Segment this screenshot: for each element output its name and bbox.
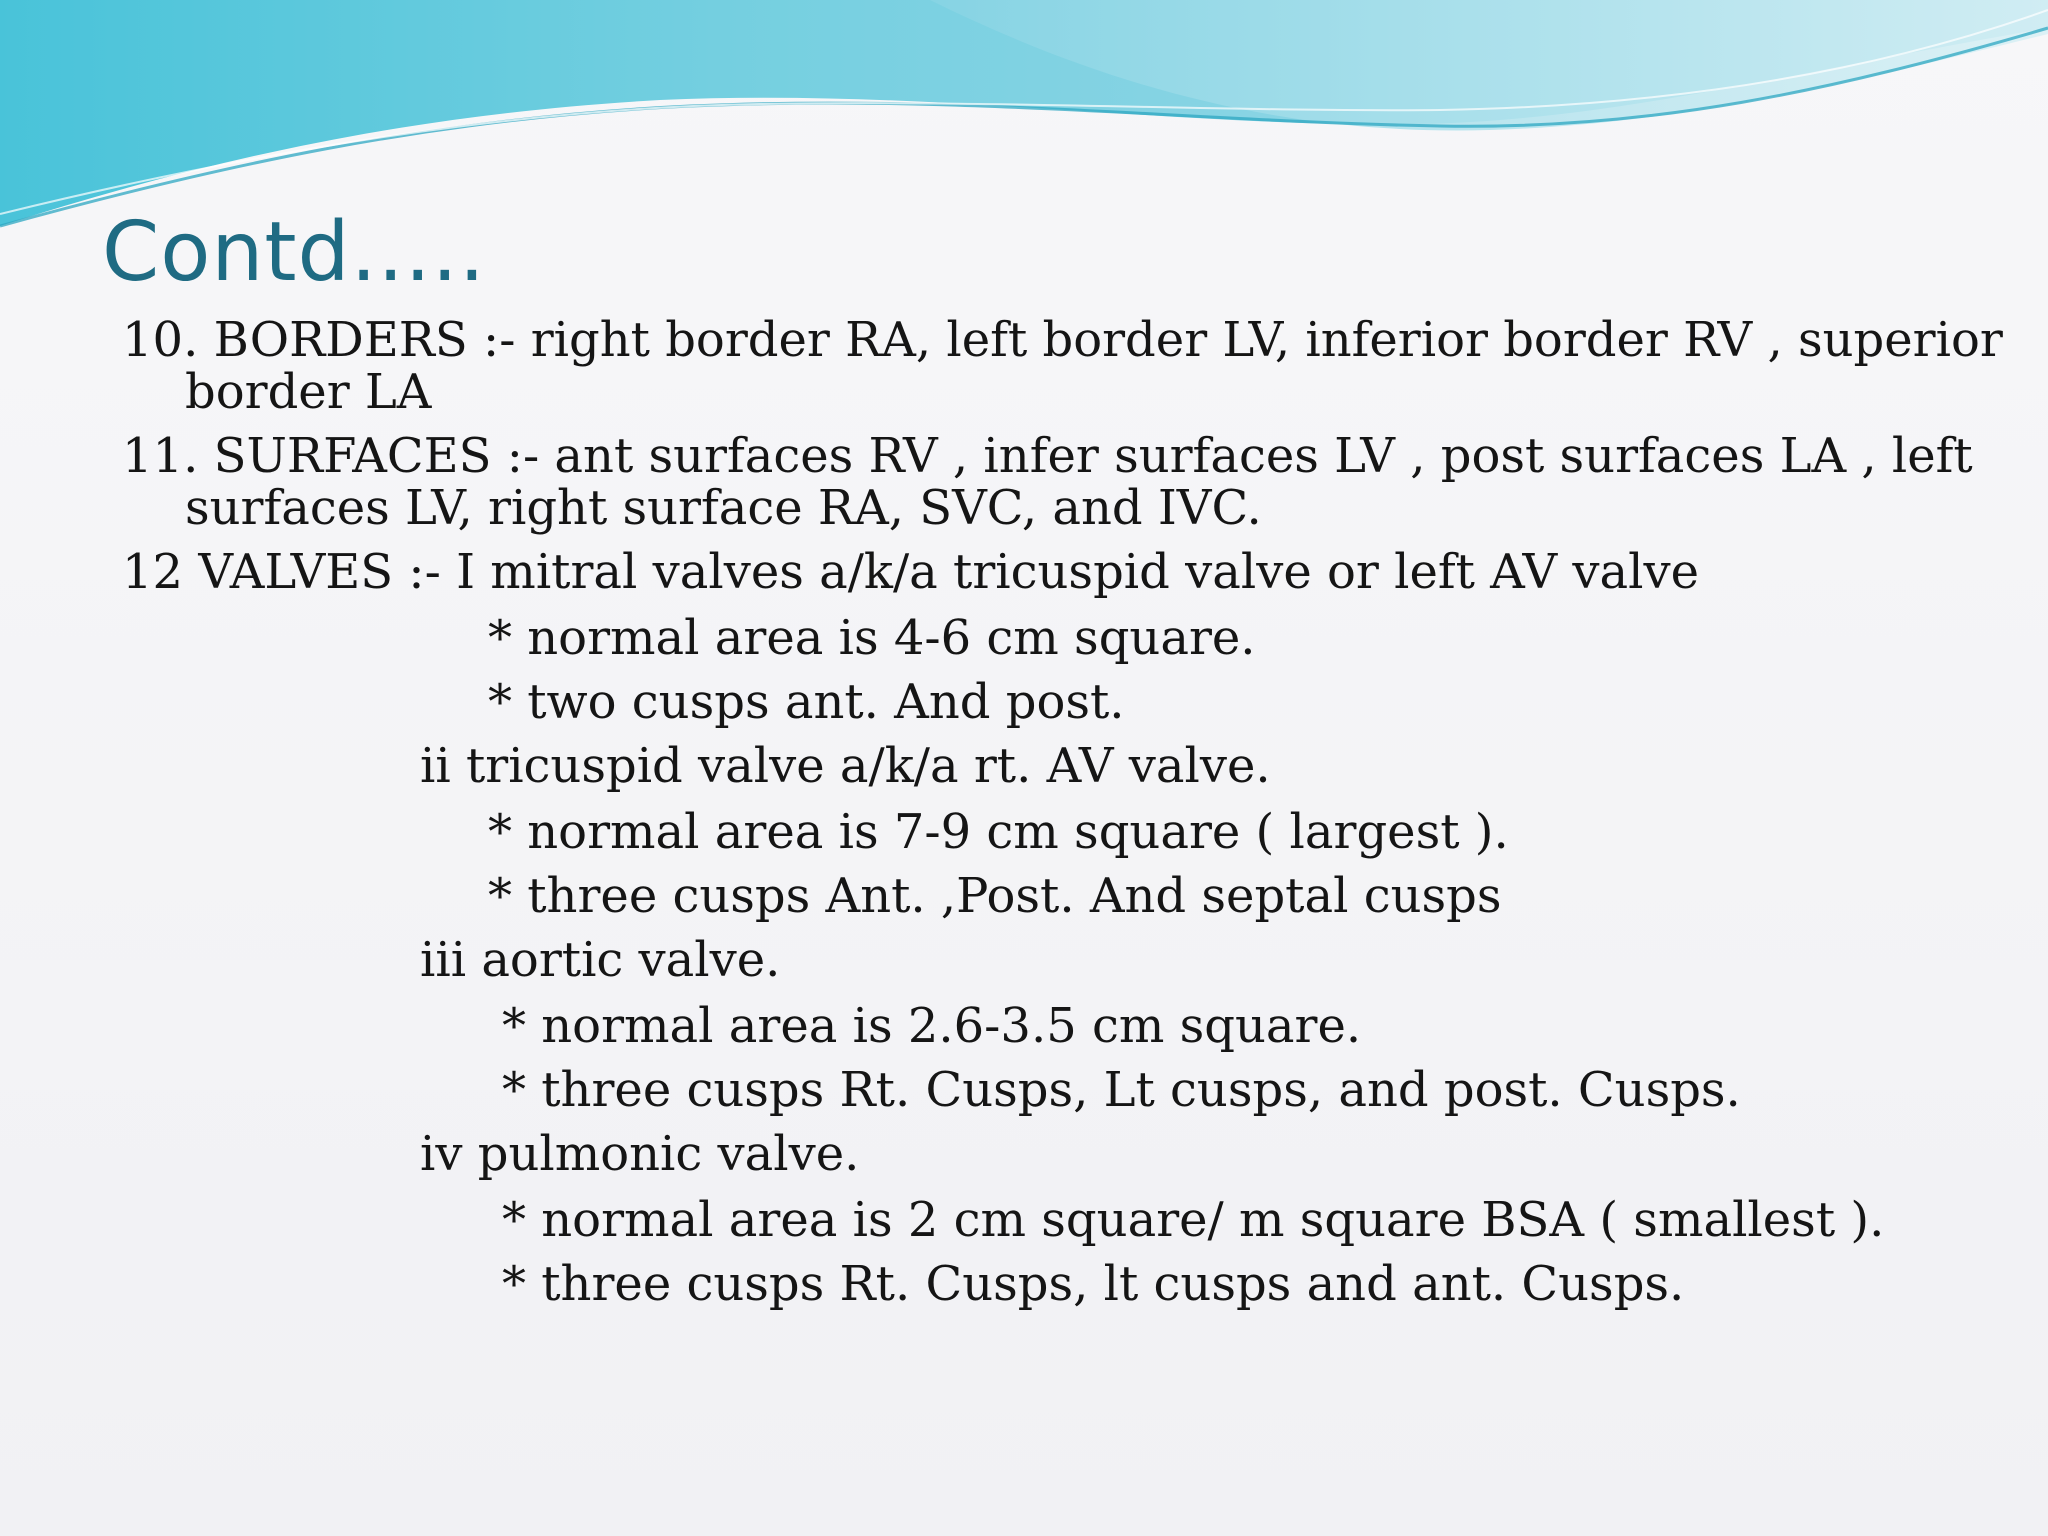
line-surfaces: 11. SURFACES :- ant surfaces RV , infer surfaces LV , post surfaces LA , left <box>122 428 1973 484</box>
line-mitral-area: * normal area is 4-6 cm square. <box>488 610 1256 666</box>
line-pulmonic-cusps: * three cusps Rt. Cusps, lt cusps and ant. Cusps. <box>502 1256 1685 1312</box>
line-aortic-heading: iii aortic valve. <box>420 932 781 988</box>
line-borders-cont: border LA <box>185 364 432 420</box>
line-tricuspid-area: * normal area is 7-9 cm square ( largest ). <box>488 804 1509 860</box>
line-pulmonic-area: * normal area is 2 cm square/ m square BSA ( smallest ). <box>502 1192 1885 1248</box>
line-tricuspid-heading: ii tricuspid valve a/k/a rt. AV valve. <box>420 738 1271 794</box>
line-mitral-cusps: * two cusps ant. And post. <box>488 674 1125 730</box>
line-pulmonic-heading: iv pulmonic valve. <box>420 1126 860 1182</box>
line-aortic-cusps: * three cusps Rt. Cusps, Lt cusps, and post. Cusps. <box>502 1062 1741 1118</box>
line-surfaces-cont: surfaces LV, right surface RA, SVC, and IVC. <box>185 480 1262 536</box>
line-valves-heading: 12 VALVES :- I mitral valves a/k/a tricuspid valve or left AV valve <box>122 544 1699 600</box>
line-aortic-area: * normal area is 2.6-3.5 cm square. <box>502 998 1362 1054</box>
line-tricuspid-cusps: * three cusps Ant. ,Post. And septal cusps <box>488 868 1502 924</box>
slide-title: Contd..... <box>102 205 486 300</box>
line-borders: 10. BORDERS :- right border RA, left border LV, inferior border RV , superior <box>122 312 2003 368</box>
